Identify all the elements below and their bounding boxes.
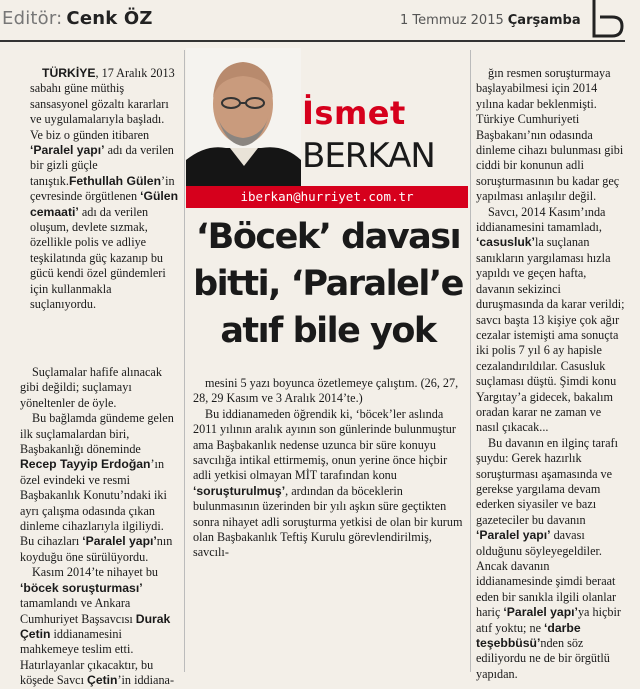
body-text: adı da verilen oluşum, devlete sızmak, özellikle polis ve adliye teşkilatında güç kazanıp bu gücü kendi özel gündemleri için kullanmakla suçlanıyordu.: [30, 204, 166, 312]
article-paragraph: [20, 365, 180, 411]
article-paragraph: [193, 407, 465, 561]
emphasis-text: ‘böcek soruşturması’: [20, 580, 143, 595]
body-text: ya hiçbir atıf yoktu; ne: [476, 605, 621, 635]
emphasis-text: Çetin: [87, 673, 118, 688]
editor-credit: [2, 8, 153, 29]
emphasis-text: ‘Paralel yapı’: [476, 528, 551, 543]
emphasis-text: ‘soruşturulmuş’: [193, 483, 286, 498]
body-text: ’ın özel evindeki ve resmi Başbakanlık Konutu’ndaki iki ayrı çalışma odasında çıkan dinleme cihazlarıyla ilgiliydi. Bu cihazları: [20, 457, 167, 549]
body-text: iddianamesini mahkemeye teslim etti. Hatırlayanlar çıkacaktır, bu köşede Savcı: [20, 626, 154, 688]
body-text: , 17 Aralık 2013 sabahı güne müthiş sansasyonel gözaltı kararları ve uygulamalarıyla başladı. Ve biz o günden itibaren: [30, 66, 175, 142]
emphasis-text: TÜRKİYE: [42, 66, 96, 80]
emphasis-text: ‘darbe teşebbüsü’: [476, 620, 581, 651]
body-text: nden söz ediliyordu ne de bir örgütlü yapıdan.: [476, 636, 610, 681]
body-text: Bu iddianameden öğrendik ki, ‘böcek’ler aslında 2011 yılının aralık ayının son günlerinde bulunmuştur ama Başbakanlık nedense uzunca bir süre konuyu savcılığa intikal ettirmemiş, onun yerine önce hiçbir adli yetkisi olmayan MİT tarafından konu: [193, 406, 456, 483]
article-paragraph: [476, 66, 626, 205]
day-text: Çarşamba: [507, 13, 581, 28]
author-last-name: BERKAN: [302, 136, 435, 176]
newspaper-logo-icon: [590, 0, 624, 40]
author-first-name: İsmet: [302, 94, 406, 132]
author-photo: [186, 48, 301, 186]
body-text: ğın resmen soruşturmaya başlayabilmesi için 2014 yılına kadar beklenmişti. Türkiye Cumhuriyeti Başbakanı’nın odasında dinleme cihazı bulunması gibi ciddi bir konunun adli soruşturmasının bu kadar geç yapılması anlaşılır değil.: [476, 66, 624, 204]
article-paragraph: [20, 565, 180, 688]
article-column-3: [476, 66, 626, 682]
body-text: ’in çevresinde örgütlenen: [30, 173, 175, 204]
body-text: la suçlanan sanıkların yargılaması hızla yapıldı ve geçen hafta, davanın sekizinci duruşmasında da karar verildi; savcı başta 13 kişiye çok ağır cezalar istemişti ama sonuçta iki polis 7 yıl 6 ay hapisle cezalandırıldılar. Casusluk suçlaması düştü. Şimdi konu Yargıtay’a gidecek, bakalım oradan karar ne zaman ve nasıl çıkacak...: [476, 235, 625, 435]
body-text: davası olduğunu söyleyegeldiler. Ancak davanın iddianamesinde şimdi beraat eden bir sanıkla ilgili olanlar hariç: [476, 528, 617, 620]
emphasis-text: Recep Tayyip Erdoğan: [20, 457, 151, 472]
headline-line: ‘Böcek’ davası: [195, 217, 461, 257]
headline-line: atıf bile yok: [220, 311, 436, 351]
editor-name: Cenk ÖZ: [66, 8, 153, 29]
emphasis-text: ‘casusluk’: [476, 235, 535, 250]
emphasis-text: ‘Paralel yapı’: [82, 534, 157, 549]
article-column-1-top: [30, 66, 180, 313]
body-text: mesini 5 yazı boyunca özetlemeye çalıştım. (26, 27, 28, 29 Kasım ve 3 Aralık 2014’te.): [193, 376, 459, 406]
emphasis-text: ‘Paralel yapı’: [30, 143, 105, 158]
body-text: Bu davanın en ilginç tarafı şuydu: Gerek hazırlık soruşturması aşamasında ve gerekse yargılama devam ederken siyasiler ve bazı gazeteciler bu davanın: [476, 435, 618, 527]
body-text: adı da verilen bir gizli güçle tanıştık.: [30, 143, 174, 188]
emphasis-text: Fethullah Gülen: [68, 173, 162, 188]
article-paragraph: [20, 411, 180, 565]
headline-line: bitti, ‘Paralel’e: [193, 264, 463, 304]
body-text: tamamlandı ve Ankara Cumhuriyet Başsavcısı: [20, 596, 136, 626]
body-text: Suçlamalar hafife alınacak gibi değildi; suçlamayı yöneltenler de öyle.: [20, 365, 162, 410]
header-rule: [0, 40, 625, 42]
issue-date: [400, 13, 581, 28]
article-headline: [188, 214, 468, 355]
column-divider: [470, 50, 471, 672]
article-paragraph: [476, 436, 626, 683]
body-text: nın koyduğu öne sürülüyordu.: [20, 534, 173, 564]
body-text: , ardından da böceklerin bulunmasının üzerinden bir yılı aşkın süre geçtikten sonra nihayet adli soruşturma yetkisi de olan bir kurum olan Başbakanlık Teftiş Kurulu görevlendirilmiş, savcılı-: [193, 483, 463, 560]
article-paragraph: [193, 376, 465, 407]
page-header: [0, 0, 640, 40]
author-portrait-image: [186, 48, 301, 186]
body-text: Savcı, 2014 Kasım’ında iddianamesini tamamladı,: [476, 204, 606, 235]
author-email[interactable]: iberkan@hurriyet.com.tr: [186, 186, 468, 208]
body-text: Kasım 2014’te nihayet bu: [32, 565, 159, 580]
emphasis-text: ‘Paralel yapı’: [503, 605, 578, 620]
article-column-2: [193, 376, 465, 561]
emphasis-text: ‘Gülen cemaati’: [30, 189, 179, 219]
emphasis-text: Durak Çetin: [20, 611, 171, 641]
body-text: Bu bağlamda gündeme gelen ilk suçlamalardan biri, Başbakanlığı döneminde: [20, 411, 174, 457]
editor-label: Editör:: [2, 8, 63, 29]
article-paragraph: [476, 205, 626, 436]
article-paragraph: [30, 66, 180, 313]
article-column-1-bottom: [20, 365, 180, 689]
column-divider: [184, 50, 185, 672]
body-text: ’in iddiana-: [117, 673, 175, 688]
date-text: 1 Temmuz 2015: [400, 13, 504, 28]
